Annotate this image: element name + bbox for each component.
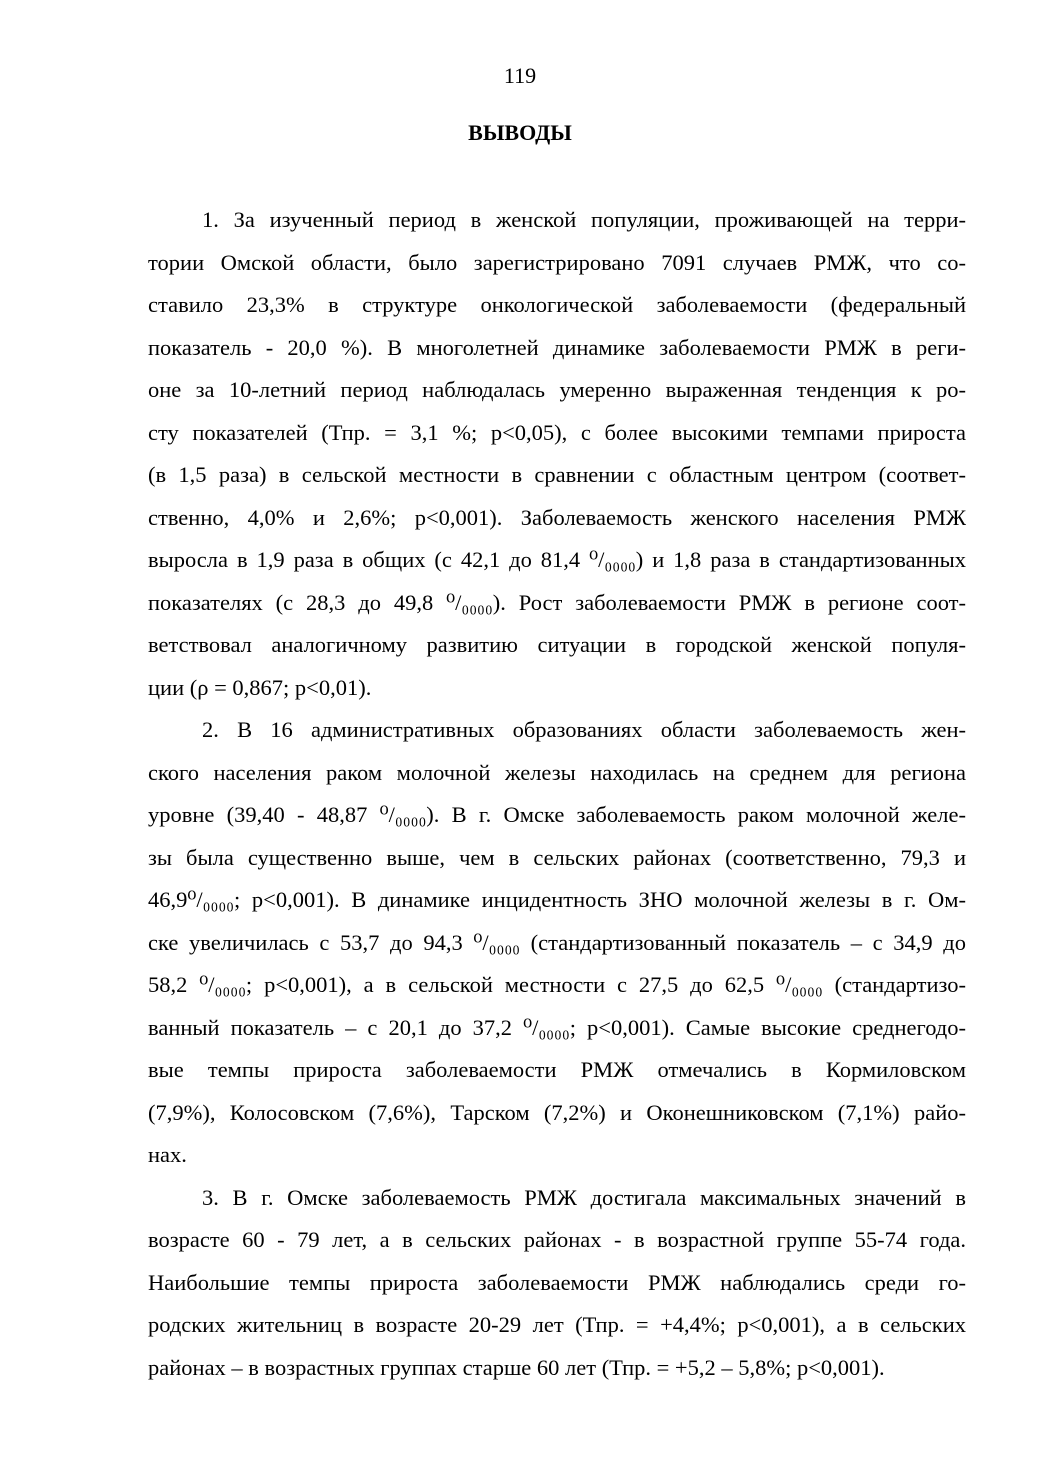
- conclusion-paragraph-1: [148, 199, 966, 709]
- text-line: возрасте 60 - 79 лет, а в сельских районах - в возрастной группе 55-74 года.: [148, 1227, 966, 1252]
- text-line: выросла в 1,9 раза в общих (с 42,1 до 81,4 ⁰/₀₀₀₀) и 1,8 раза в стандартизованных: [148, 547, 966, 572]
- text-line: уровне (39,40 - 48,87 ⁰/₀₀₀₀). В г. Омске заболеваемость раком молочной желе-: [148, 802, 966, 827]
- conclusion-paragraph-2: [148, 709, 966, 1177]
- conclusions-body: [148, 199, 966, 1389]
- text-line: зы была существенно выше, чем в сельских районах (соответственно, 79,3 и: [148, 844, 966, 870]
- text-line: 2. В 16 административных образованиях области заболеваемость жен-: [202, 717, 966, 742]
- text-line: (в 1,5 раза) в сельской местности в сравнении с областным центром (соответ-: [148, 462, 966, 487]
- text-line: ветствовал аналогичному развитию ситуации в городской женской популя-: [148, 632, 966, 657]
- text-line: нах.: [148, 1142, 187, 1167]
- text-line: 46,9⁰/₀₀₀₀; р<0,001). В динамике инцидентность ЗНО молочной железы в г. Ом-: [148, 887, 966, 912]
- text-line: 58,2 ⁰/₀₀₀₀; р<0,001), а в сельской местности с 27,5 до 62,5 ⁰/₀₀₀₀ (стандартизо-: [148, 972, 966, 997]
- page-number: 119: [503, 63, 537, 88]
- text-line: ставило 23,3% в структуре онкологической заболеваемости (федеральный: [148, 292, 966, 317]
- text-line: ске увеличилась с 53,7 до 94,3 ⁰/₀₀₀₀ (стандартизованный показатель – с 34,9 до: [148, 929, 966, 955]
- text-line: ции (ρ = 0,867; р<0,01).: [148, 674, 372, 700]
- text-line: тории Омской области, было зарегистрировано 7091 случаев РМЖ, что со-: [148, 249, 966, 275]
- text-line: (7,9%), Колосовском (7,6%), Тарском (7,2%) и Оконешниковском (7,1%) райо-: [148, 1099, 966, 1125]
- text-line: показателях (с 28,3 до 49,8 ⁰/₀₀₀₀). Рост заболеваемости РМЖ в регионе соот-: [148, 589, 966, 615]
- page-heading: ВЫВОДЫ: [468, 120, 572, 145]
- text-line: родских жительниц в возрасте 20-29 лет (Тпр. = +4,4%; р<0,001), а в сельских: [148, 1312, 966, 1337]
- text-line: показатель - 20,0 %). В многолетней динамике заболеваемости РМЖ в реги-: [148, 334, 966, 360]
- text-line: районах – в возрастных группах старше 60 лет (Тпр. = +5,2 – 5,8%; р<0,001).: [148, 1354, 885, 1380]
- text-line: 3. В г. Омске заболеваемость РМЖ достигала максимальных значений в: [202, 1184, 966, 1210]
- text-line: 1. За изученный период в женской популяции, проживающей на терри-: [202, 207, 966, 232]
- text-line: ственно, 4,0% и 2,6%; р<0,001). Заболеваемость женского населения РМЖ: [148, 504, 966, 530]
- text-line: сту показателей (Тпр. = 3,1 %; р<0,05), с более высокими темпами прироста: [148, 419, 966, 445]
- text-line: оне за 10-летний период наблюдалась умеренно выраженная тенденция к ро-: [148, 377, 966, 402]
- text-line: вые темпы прироста заболеваемости РМЖ отмечались в Кормиловском: [148, 1057, 966, 1082]
- conclusion-paragraph-3: [148, 1177, 966, 1390]
- text-line: ванный показатель – с 20,1 до 37,2 ⁰/₀₀₀₀; р<0,001). Самые высокие среднегодо-: [148, 1014, 966, 1040]
- text-line: Наибольшие темпы прироста заболеваемости РМЖ наблюдались среди го-: [148, 1269, 966, 1295]
- text-line: ского населения раком молочной железы находилась на среднем для региона: [148, 759, 966, 785]
